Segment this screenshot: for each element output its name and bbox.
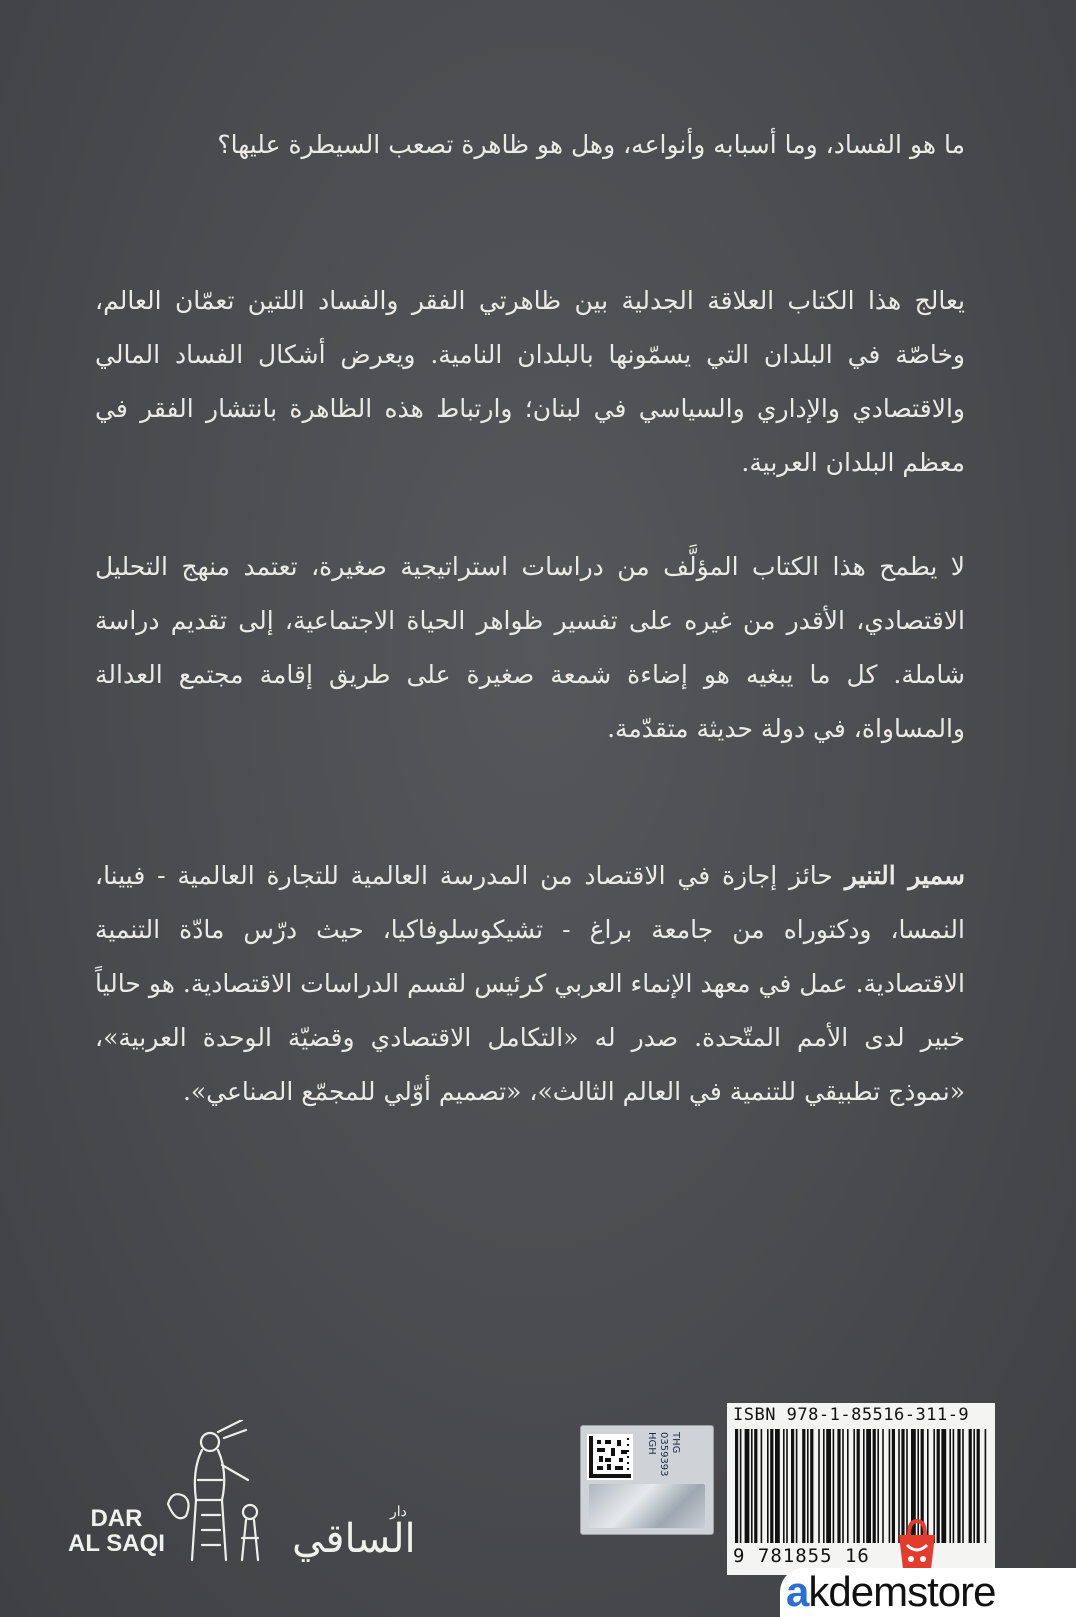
scope-paragraph: لا يطمح هذا الكتاب المؤلَّف من دراسات استراتيجية صغيرة، تعتمد منهج التحليل الاقتصادي، الأقدر من غيره على تفسير ظواهر الحياة الاجتماعية، إلى تقديم دراسة شاملة. كل ما يبغيه هو إضاءة شمعة صغيرة على طريق إقامة مجتمع العدالة والمساواة، في دولة حديثة متقدّمة. xyxy=(95,552,965,743)
isbn-barcode xyxy=(727,1403,995,1575)
hologram-seal xyxy=(589,1484,705,1528)
barcode-bar xyxy=(953,1429,955,1543)
store-sticker xyxy=(580,1425,714,1535)
barcode-bar xyxy=(949,1429,951,1543)
barcode-bar xyxy=(957,1429,960,1543)
barcode-bar xyxy=(847,1429,849,1543)
barcode-bar xyxy=(863,1429,865,1543)
barcode-bar xyxy=(973,1429,975,1543)
barcode-bar xyxy=(823,1429,825,1543)
barcode-bar xyxy=(802,1429,805,1543)
barcode-bar xyxy=(842,1429,844,1543)
publisher-arabic-prefix: دار xyxy=(390,1504,407,1520)
author-bio xyxy=(95,849,965,1119)
barcode-bar xyxy=(833,1429,835,1543)
barcode-bar xyxy=(740,1429,742,1543)
publisher-latin-name xyxy=(68,1506,165,1556)
barcode-bar xyxy=(877,1429,879,1543)
publisher-latin-line1: DAR xyxy=(90,1505,143,1532)
barcode-bar xyxy=(826,1429,831,1543)
barcode-bar xyxy=(985,1429,987,1543)
barcode-bars xyxy=(735,1429,987,1543)
sticker-code-line1: THG xyxy=(670,1432,681,1454)
barcode-bar xyxy=(745,1429,750,1543)
barcode-bar xyxy=(761,1429,763,1543)
barcode-digits: 9 781855 16 xyxy=(733,1545,870,1567)
store-cart-badge-icon xyxy=(893,1515,941,1571)
barcode-bar xyxy=(767,1429,769,1543)
barcode-bar xyxy=(754,1429,757,1543)
barcode-bar xyxy=(783,1429,785,1543)
sticker-code-line3: HGH xyxy=(646,1432,657,1455)
barcode-bar xyxy=(735,1429,738,1543)
barcode-bar xyxy=(818,1429,820,1543)
barcode-bar xyxy=(873,1429,876,1543)
store-name-rest: kdemstore xyxy=(808,1568,996,1615)
intro-question: ما هو الفساد، وما أسبابه وأنواعه، وهل هو ظاهرة تصعب السيطرة عليها؟ xyxy=(217,130,965,159)
barcode-bar xyxy=(962,1429,964,1543)
isbn-label: ISBN 978-1-85516-311-9 xyxy=(733,1405,970,1425)
barcode-bar xyxy=(786,1429,788,1543)
barcode-bar xyxy=(853,1429,855,1543)
barcode-bar xyxy=(810,1429,813,1543)
author-name: سمير التنير xyxy=(844,861,966,890)
sticker-code-line2: 0359393 xyxy=(658,1432,669,1477)
barcode-bar xyxy=(791,1429,794,1543)
barcode-bar xyxy=(770,1429,773,1543)
sticker-code xyxy=(645,1432,681,1476)
publisher-arabic-name: الساقي xyxy=(292,1516,416,1562)
barcode-bar xyxy=(775,1429,780,1543)
barcode-bar xyxy=(857,1429,860,1543)
datamatrix-code-icon xyxy=(587,1434,633,1480)
water-carrier-illustration-icon xyxy=(162,1420,272,1570)
publisher-latin-line2: AL SAQI xyxy=(68,1530,165,1557)
barcode-bar xyxy=(796,1429,798,1543)
barcode-bar xyxy=(941,1429,946,1543)
barcode-bar xyxy=(969,1429,972,1543)
barcode-bar xyxy=(977,1429,980,1543)
barcode-bar xyxy=(866,1429,871,1543)
barcode-bar xyxy=(751,1429,753,1543)
description-paragraph: يعالج هذا الكتاب العلاقة الجدلية بين ظاهرتي الفقر والفساد اللتين تعمّان العالم، وخاصّة في البلدان التي يسمّونها بالبلدان النامية. ويعرض أشكال الفساد المالي والاقتصادي والإداري والسياسي في لبنان؛ وارتباط هذه الظاهرة بانتشار الفقر في معظم البلدان العربية. xyxy=(95,286,965,477)
publisher-logo xyxy=(62,1420,442,1580)
barcode-bar xyxy=(837,1429,840,1543)
author-bio-text: حائز إجازة في الاقتصاد من المدرسة العالمية للتجارة العالمية - فيينا، النمسا، ودكتوراه من جامعة براغ - تشيكوسلوفاكيا، حيث درّس مادّة التنمية الاقتصادية. عمل في معهد الإنماء العربي كرئيس لقسم الدراسات الاقتصادية. هو حالياً خبير لدى الأمم المتّحدة. صدر له «التكامل الاقتصادي وقضيّة الوحدة العربية»، «نموذج تطبيقي للتنمية في العالم الثالث»، «تصميم أوّلي للمجمّع الصناعي». xyxy=(95,861,965,1106)
barcode-bar xyxy=(807,1429,809,1543)
store-name xyxy=(786,1570,995,1614)
store-name-accent: a xyxy=(786,1568,809,1615)
barcode-bar xyxy=(889,1429,891,1543)
barcode-bar xyxy=(882,1429,884,1543)
